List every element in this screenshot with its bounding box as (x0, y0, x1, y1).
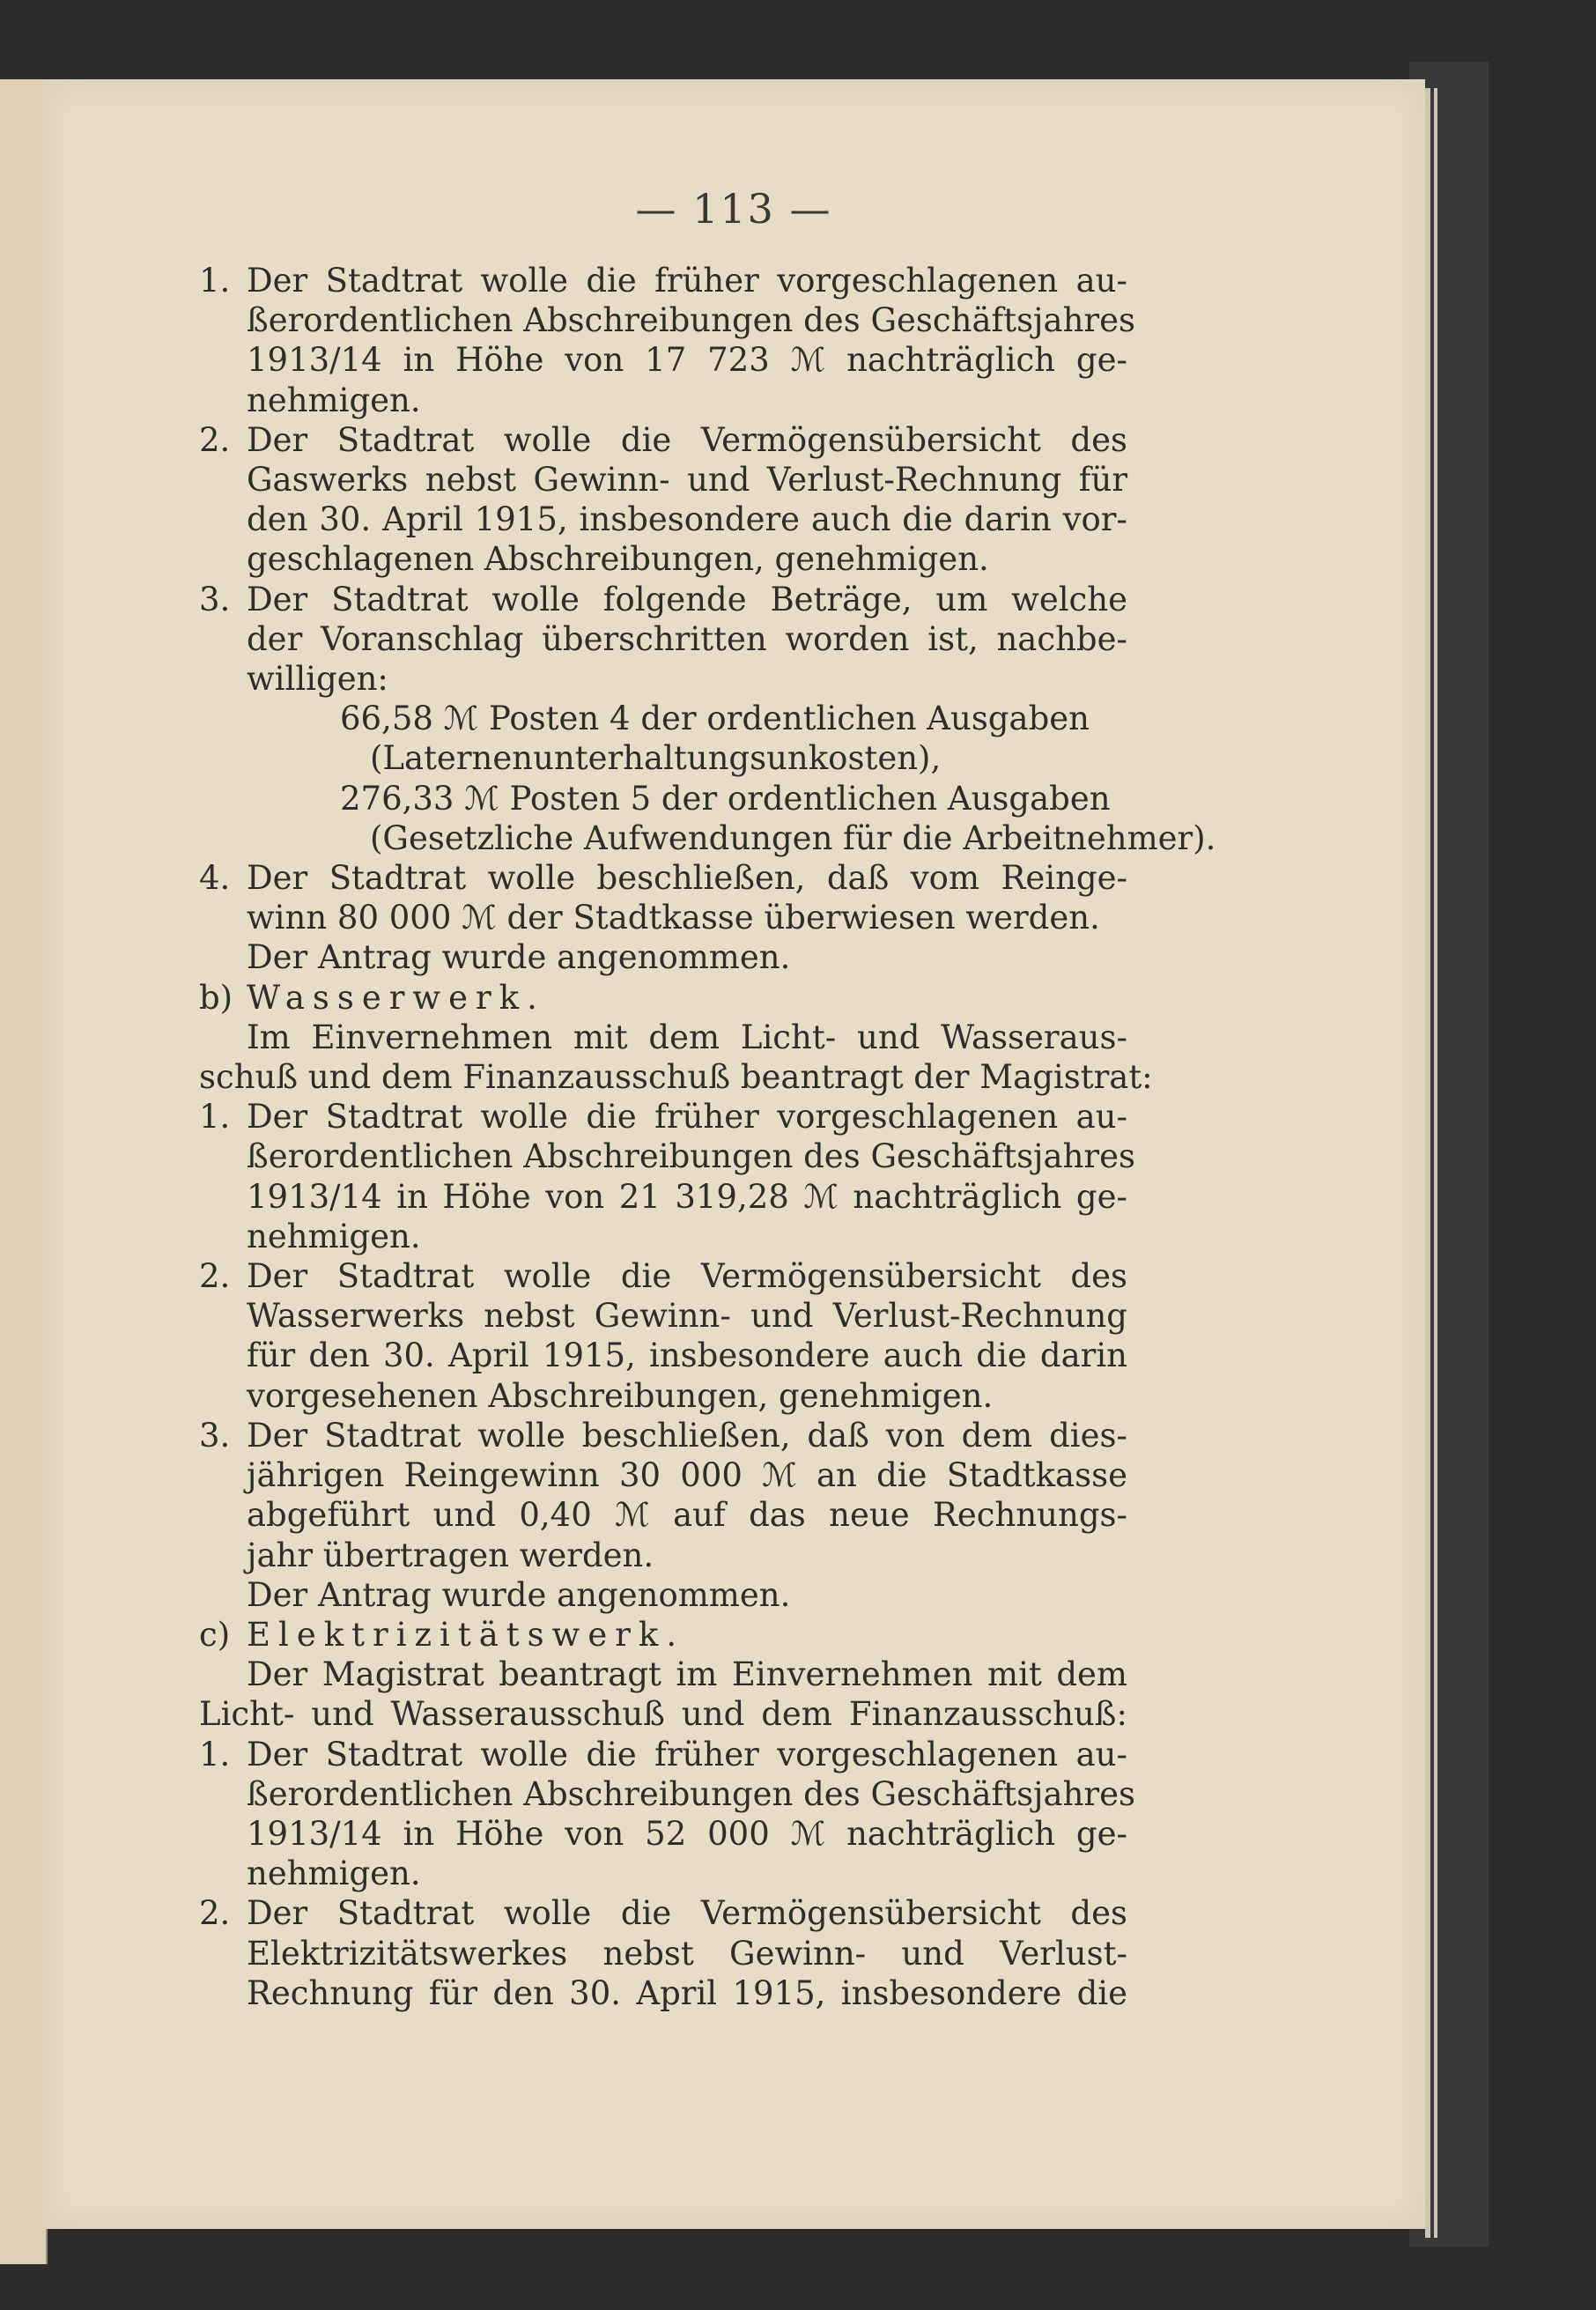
text-line: vorgesehenen Abschreibungen, genehmigen. (247, 1376, 994, 1415)
item-number: 1. (199, 1735, 231, 1773)
text-line: den 30. April 1915, insbesondere auch die darin vor- (247, 500, 1127, 539)
section-heading: b) Wasserwerk. (199, 978, 545, 1017)
item-number: 1. (199, 262, 231, 300)
text-line: 276,33 ℳ Posten 5 der ordentlichen Ausgaben (340, 779, 1111, 818)
text-line: 4. Der Stadtrat wolle beschließen, daß vom Reinge- (199, 859, 1127, 898)
text-line: 2. Der Stadtrat wolle die Vermögensübersicht des (199, 420, 1127, 459)
text-line: Im Einvernehmen mit dem Licht- und Wasseraus- (247, 1018, 1127, 1056)
text-line: 66,58 ℳ Posten 4 der ordentlichen Ausgaben (340, 700, 1090, 738)
text-line: Wasserwerks nebst Gewinn- und Verlust-Rechnung (247, 1297, 1127, 1336)
text-line: 2. Der Stadtrat wolle die Vermögensübersicht des (199, 1257, 1127, 1296)
text-line: 1913/14 in Höhe von 17 723 ℳ nachträglich ge- (247, 341, 1127, 380)
text-line: abgeführt und 0,40 ℳ auf das neue Rechnungs- (247, 1496, 1127, 1535)
text-line: Gaswerks nebst Gewinn- und Verlust-Rechnung für (247, 461, 1127, 500)
text-line: 1. Der Stadtrat wolle die früher vorgeschlagenen au- (199, 262, 1127, 300)
left-page-edge (0, 79, 48, 2264)
text-line: 1. Der Stadtrat wolle die früher vorgeschlagenen au- (199, 1735, 1127, 1773)
item-number: 4. (199, 859, 231, 898)
text-line: der Voranschlag überschritten worden ist, nachbe- (247, 619, 1127, 658)
item-number: 2. (199, 1894, 231, 1933)
page-text (199, 261, 1216, 2013)
text-line: nehmigen. (247, 1217, 421, 1255)
text-line: jährigen Reingewinn 30 000 ℳ an die Stadtkasse (247, 1456, 1127, 1495)
section-letter: b) (199, 978, 233, 1017)
text-line: ßerordentlichen Abschreibungen des Geschäftsjahres (247, 301, 1135, 340)
text-line: 1913/14 in Höhe von 21 319,28 ℳ nachträglich ge- (247, 1177, 1127, 1216)
text-line: nehmigen. (247, 1855, 421, 1893)
item-number: 3. (199, 1416, 231, 1455)
text-line: winn 80 000 ℳ der Stadtkasse überwiesen werden. (247, 899, 1100, 937)
page-number: — 113 — (635, 185, 832, 233)
text-line: 1913/14 in Höhe von 52 000 ℳ nachträglich ge- (247, 1814, 1127, 1853)
text-line: Der Antrag wurde angenommen. (247, 938, 791, 977)
item-number: 3. (199, 580, 231, 618)
text-line: Elektrizitätswerkes nebst Gewinn- und Verlust- (247, 1934, 1127, 1973)
text-line: Der Magistrat beantragt im Einvernehmen mit dem (247, 1655, 1127, 1694)
item-number: 2. (199, 1257, 231, 1296)
text-line: für den 30. April 1915, insbesondere auch die darin (247, 1336, 1127, 1375)
book-page (42, 79, 1425, 2229)
text-line: 3. Der Stadtrat wolle folgende Beträge, um welche (199, 580, 1127, 618)
page-edge (1434, 88, 1437, 2238)
item-number: 1. (199, 1098, 231, 1136)
text-line: ßerordentlichen Abschreibungen des Geschäftsjahres (247, 1774, 1135, 1813)
text-line: Licht- und Wasserausschuß und dem Finanzausschuß: (199, 1695, 1127, 1734)
text-line: schuß und dem Finanzausschuß beantragt der Magistrat: (199, 1058, 1153, 1097)
text-line: ßerordentlichen Abschreibungen des Geschäftsjahres (247, 1137, 1135, 1176)
text-line: jahr übertragen werden. (247, 1536, 654, 1574)
item-number: 2. (199, 420, 231, 459)
text-line: 3. Der Stadtrat wolle beschließen, daß von dem dies- (199, 1416, 1127, 1455)
text-line: (Laternenunterhaltungsunkosten), (370, 739, 942, 778)
text-line: Der Antrag wurde angenommen. (247, 1575, 791, 1614)
text-line: Rechnung für den 30. April 1915, insbesondere die (247, 1973, 1127, 2012)
section-heading: c) Elektrizitätswerk. (199, 1615, 685, 1654)
text-line: nehmigen. (247, 381, 421, 419)
text-line: geschlagenen Abschreibungen, genehmigen. (247, 540, 989, 579)
text-line: (Gesetzliche Aufwendungen für die Arbeitnehmer). (370, 818, 1216, 857)
text-line: 2. Der Stadtrat wolle die Vermögensübersicht des (199, 1894, 1127, 1933)
text-line: 1. Der Stadtrat wolle die früher vorgeschlagenen au- (199, 1098, 1127, 1136)
text-line: willigen: (247, 660, 388, 699)
section-letter: c) (199, 1615, 231, 1654)
page-edge (1425, 88, 1430, 2238)
